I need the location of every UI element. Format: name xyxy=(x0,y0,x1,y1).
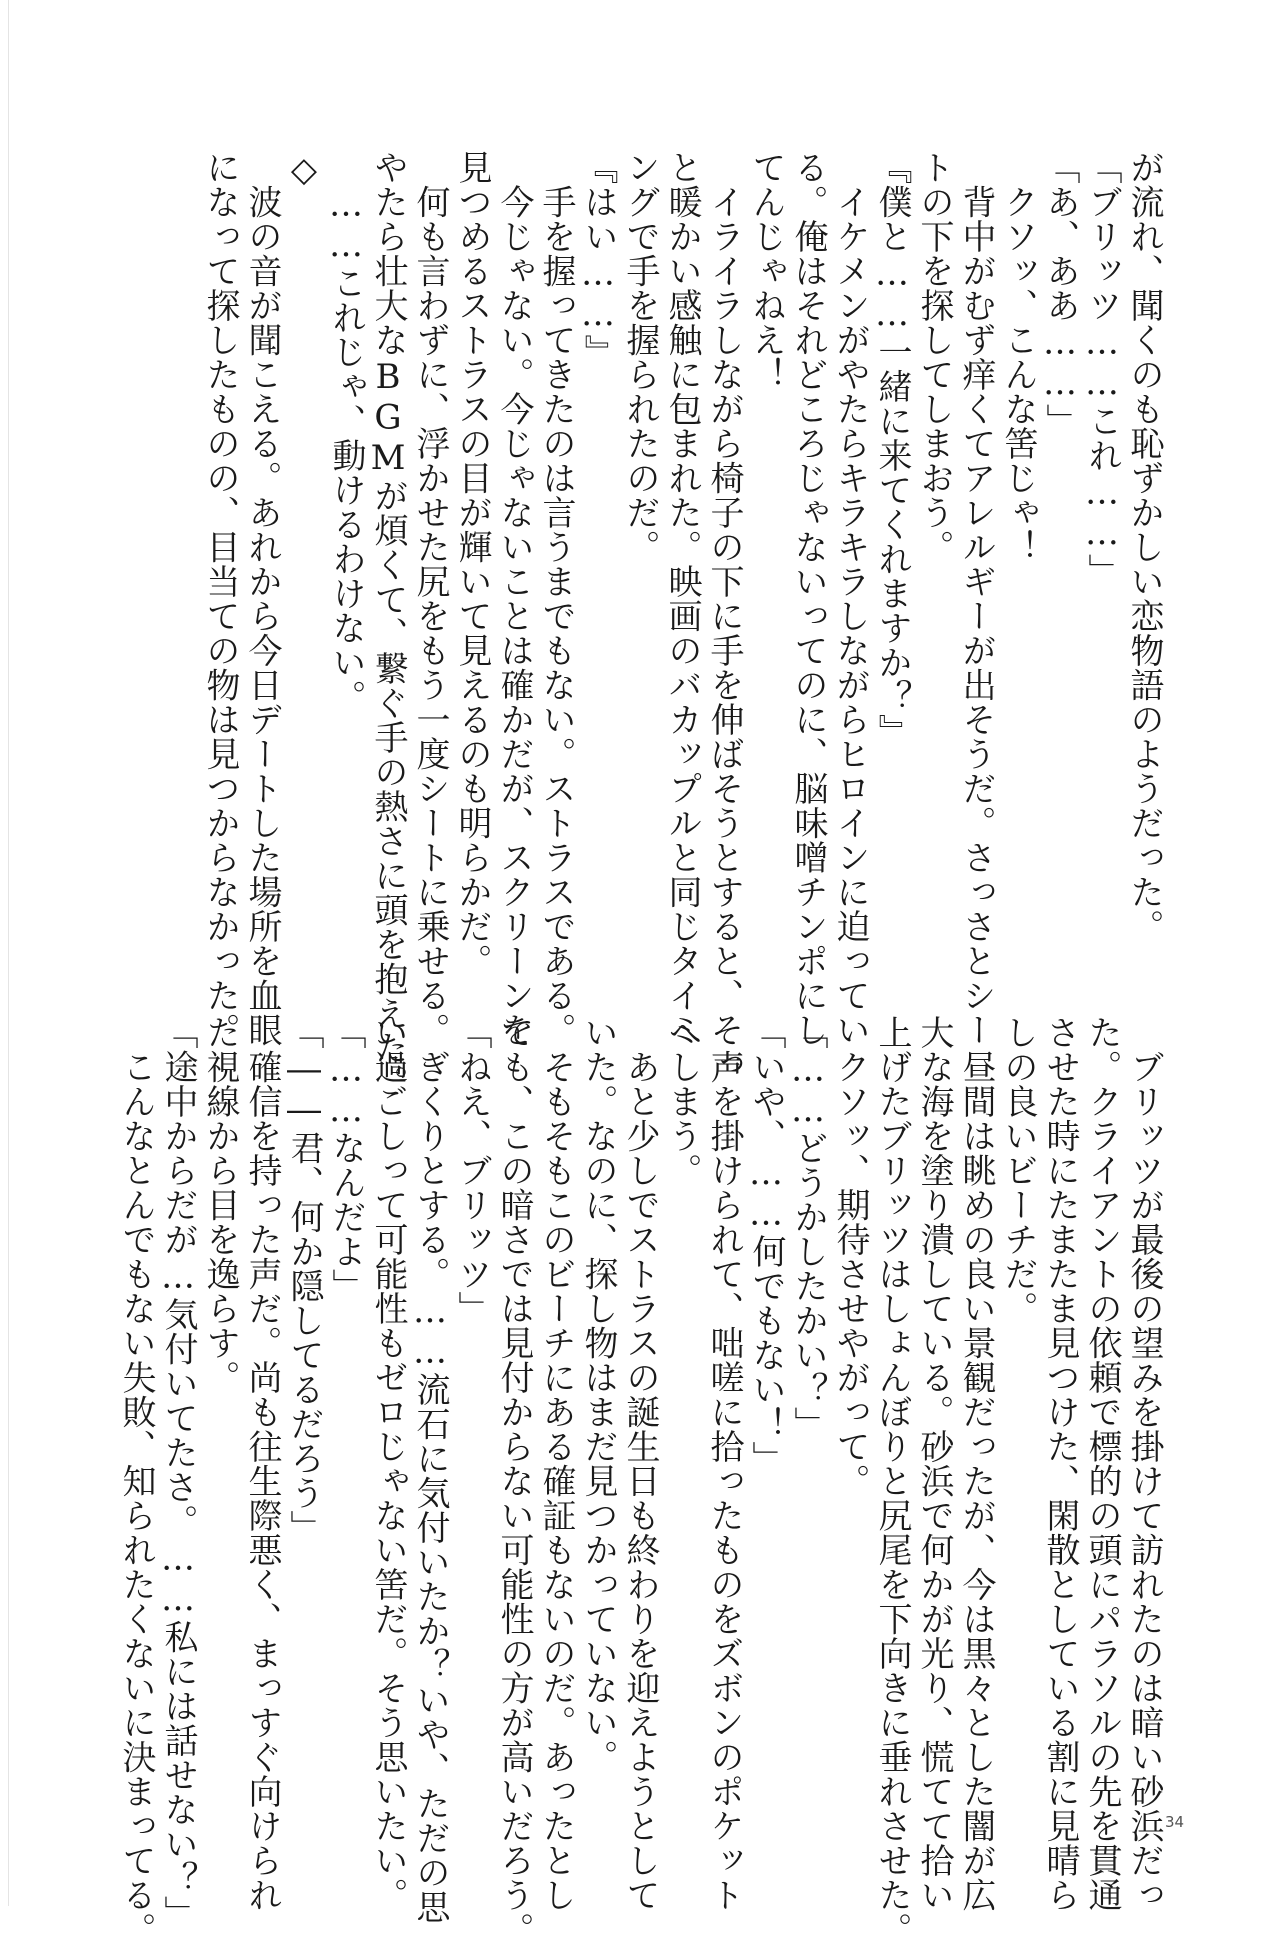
bottom-text-section xyxy=(115,1015,1165,1947)
text-line: 見つめるストラスの目が輝いて見えるのも明らかだ。 xyxy=(452,150,492,978)
text-line: 今じゃない。今じゃないことは確かだが、スクリーンを xyxy=(494,150,534,1047)
text-line: 波の音が聞こえる。あれから今日デートした場所を血眼 xyxy=(242,150,282,1047)
text-line: 「途中からだが…気付いてたさ。……私には話せない？」 xyxy=(158,1015,198,1930)
text-line: 「いや、……何でもない！」 xyxy=(746,1015,786,1476)
text-line: クソッ、こんな筈じゃ！ xyxy=(998,150,1038,564)
text-line: しの良いビーチだ。 xyxy=(998,1015,1038,1326)
binding-edge xyxy=(8,0,9,1906)
text-line: 「あ、ああ……」 xyxy=(1040,150,1080,438)
text-line: ても、この暗さでは見付からない可能性の方が高いだろう。 xyxy=(494,1015,534,1947)
text-line: ◇ xyxy=(284,150,324,191)
text-line: やたら壮大なBGMが煩くて、繋ぐ手の熱さに頭を抱えた。 xyxy=(368,150,408,1100)
text-line: 『僕と……一緒に来てくれますか？』 xyxy=(872,150,912,749)
text-line: 昼間は眺めの良い景観だったが、今は黒々とした闇が広 xyxy=(956,1015,996,1912)
text-line: 確信を持った声だ。尚も往生際悪く、まっすぐ向けられ xyxy=(242,1015,282,1912)
text-line: 上げたブリッツはしょんぼりと尻尾を下向きに垂れさせた。 xyxy=(872,1015,912,1947)
text-line: させた時にたまたま見つけた、閑散としている割に見晴ら xyxy=(1040,1015,1080,1912)
text-line: へしまう。 xyxy=(662,1015,702,1188)
text-line: ぎくりとする。……流石に気付いたか？いや、ただの思 xyxy=(410,1015,450,1924)
text-line: 「ブリッツ……これ……」 xyxy=(1082,150,1122,588)
text-line: が流れ、聞くのも恥ずかしい恋物語のようだった。 xyxy=(1124,150,1164,944)
text-line: 「ねえ、ブリッツ」 xyxy=(452,1015,492,1326)
text-line: 背中がむず痒くてアレルギーが出そうだ。さっさとシー xyxy=(956,150,996,1047)
text-line: ……これじゃ、動けるわけない。 xyxy=(326,150,366,714)
text-line: 声を掛けられて、咄嗟に拾ったものをズボンのポケット xyxy=(704,1015,744,1912)
text-line: てんじゃねえ！ xyxy=(746,150,786,392)
text-line: 「……なんだよ」 xyxy=(326,1015,366,1303)
text-line: ブリッツが最後の望みを掛けて訪れたのは暗い砂浜だっ xyxy=(1124,1015,1164,1912)
text-line: 何も言わずに、浮かせた尻をもう一度シートに乗せる。 xyxy=(410,150,450,1047)
text-line: イケメンがやたらキラキラしながらヒロインに迫ってい xyxy=(830,150,870,1047)
text-line: クソッ、期待させやがって。 xyxy=(830,1015,870,1498)
text-line: 手を握ってきたのは言うまでもない。ストラスである。 xyxy=(536,150,576,1047)
text-line: こんなとんでもない失敗、知られたくないに決まってる。 xyxy=(116,1015,156,1947)
text-line: 「――君、何か隠してるだろう」 xyxy=(284,1015,324,1545)
top-text-section xyxy=(199,150,1165,1100)
text-line: そもそもこのビーチにある確証もないのだ。あったとし xyxy=(536,1015,576,1912)
text-line: イライラしながら椅子の下に手を伸ばそうとすると、そっ xyxy=(704,150,744,1082)
text-line: い過ごしって可能性もゼロじゃない筈だ。そう思いたい。 xyxy=(368,1015,408,1912)
text-line: た視線から目を逸らす。 xyxy=(200,1015,240,1395)
text-line: ングで手を握られたのだ。 xyxy=(620,150,660,564)
text-line: と暖かい感触に包まれた。映画のバカップルと同じタイミ xyxy=(662,150,702,1047)
text-line: あと少しでストラスの誕生日も終わりを迎えようとして xyxy=(620,1015,660,1912)
text-line: 大な海を塗り潰している。砂浜で何かが光り、慌てて拾い xyxy=(914,1015,954,1912)
text-line: いた。なのに、探し物はまだ見つかっていない。 xyxy=(578,1015,618,1774)
text-line: 「……どうかしたかい？」 xyxy=(788,1015,828,1441)
text-line: 『はい……』 xyxy=(578,150,618,369)
text-line: る。俺はそれどころじゃないってのに、脳味噌チンポにし xyxy=(788,150,828,1047)
text-line: になって探したものの、目当ての物は見つからなかった。 xyxy=(200,150,240,1047)
page-number: 34 xyxy=(1165,1813,1185,1831)
text-line: トの下を探してしまおう。 xyxy=(914,150,954,564)
text-line: た。クライアントの依頼で標的の頭にパラソルの先を貫通 xyxy=(1082,1015,1122,1912)
